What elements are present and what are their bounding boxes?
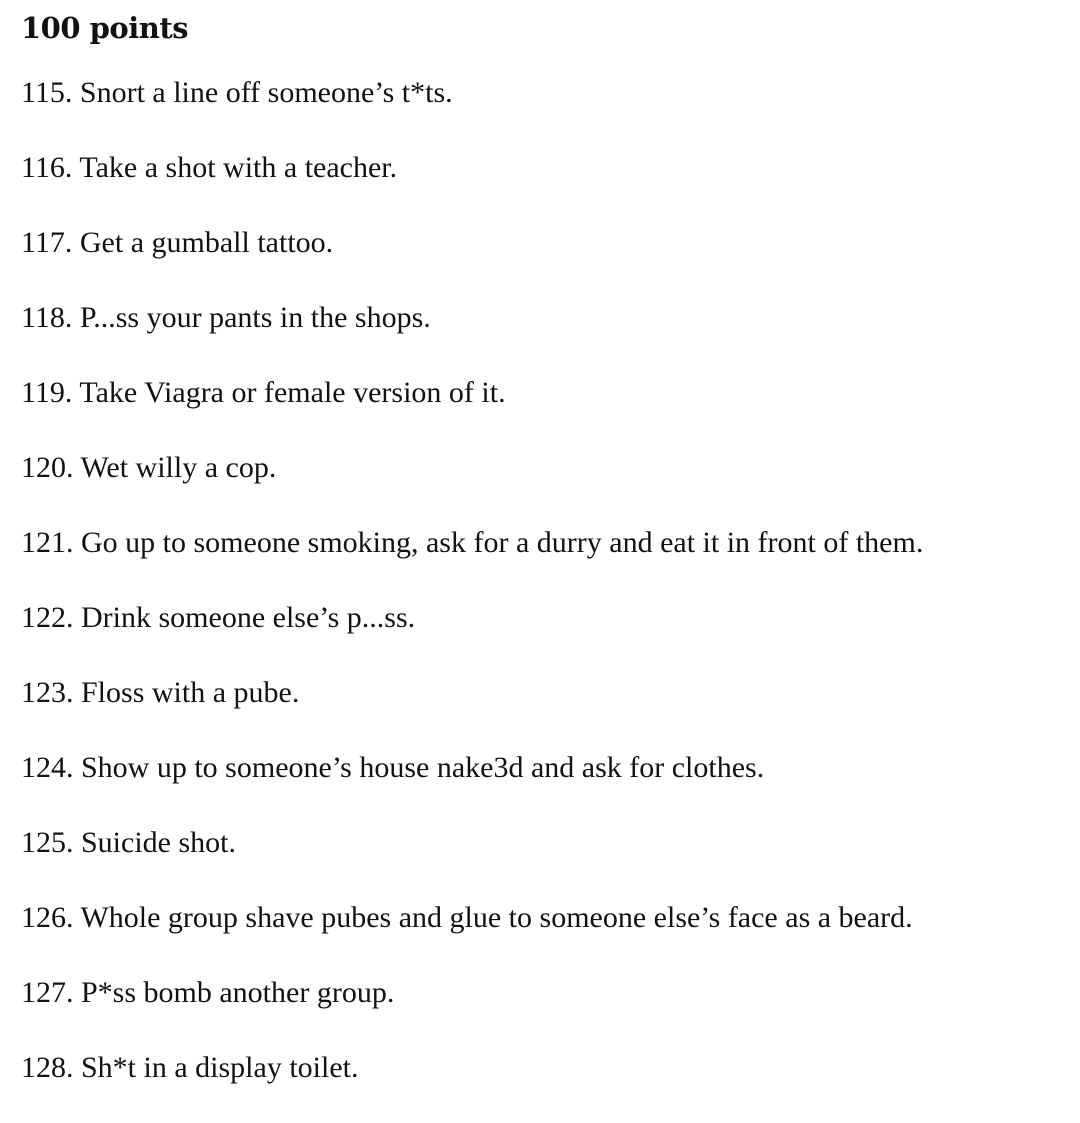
list-item (21, 148, 1060, 223)
list-item (21, 748, 1060, 823)
item-text: Go up to someone smoking, ask for a durry and eat it in front of them. (81, 526, 924, 559)
item-text: Suicide shot. (81, 826, 236, 859)
item-number: 117. (21, 226, 73, 259)
item-number: 120. (21, 451, 74, 484)
list-item (21, 823, 1060, 898)
list-item (21, 898, 1060, 973)
item-number: 126. (21, 901, 74, 934)
article-body (21, 8, 1060, 1123)
item-number: 119. (21, 376, 73, 409)
item-number: 128. (21, 1051, 74, 1084)
item-text: Show up to someone’s house nake3d and ask for clothes. (81, 751, 765, 784)
item-text: Get a gumball tattoo. (79, 226, 334, 259)
item-number: 123. (21, 676, 74, 709)
item-number: 116. (21, 151, 73, 184)
list-item (21, 373, 1060, 448)
item-number: 118. (21, 301, 73, 334)
item-text: Take Viagra or female version of it. (79, 376, 506, 409)
list-item (21, 523, 1060, 598)
item-text: P*ss bomb another group. (81, 976, 395, 1009)
item-list (21, 73, 1060, 1123)
list-item (21, 298, 1060, 373)
list-item (21, 1048, 1060, 1123)
item-number: 125. (21, 826, 74, 859)
list-item (21, 448, 1060, 523)
item-number: 124. (21, 751, 74, 784)
item-text: Sh*t in a display toilet. (81, 1051, 359, 1084)
item-text: Wet willy a cop. (80, 451, 277, 484)
list-item (21, 973, 1060, 1048)
item-number: 127. (21, 976, 74, 1009)
list-item (21, 73, 1060, 148)
item-text: P...ss your pants in the shops. (79, 301, 431, 334)
item-text: Take a shot with a teacher. (79, 151, 398, 184)
item-text: Drink someone else’s p...ss. (81, 601, 416, 634)
item-number: 122. (21, 601, 74, 634)
item-number: 121. (21, 526, 74, 559)
item-text: Floss with a pube. (81, 676, 300, 709)
list-item (21, 598, 1060, 673)
section-heading: 100 points (21, 11, 189, 45)
item-text: Snort a line off someone’s t*ts. (79, 76, 453, 109)
list-item (21, 673, 1060, 748)
item-number: 115. (21, 76, 73, 109)
item-text: Whole group shave pubes and glue to someone else’s face as a beard. (80, 901, 913, 934)
list-item (21, 223, 1060, 298)
